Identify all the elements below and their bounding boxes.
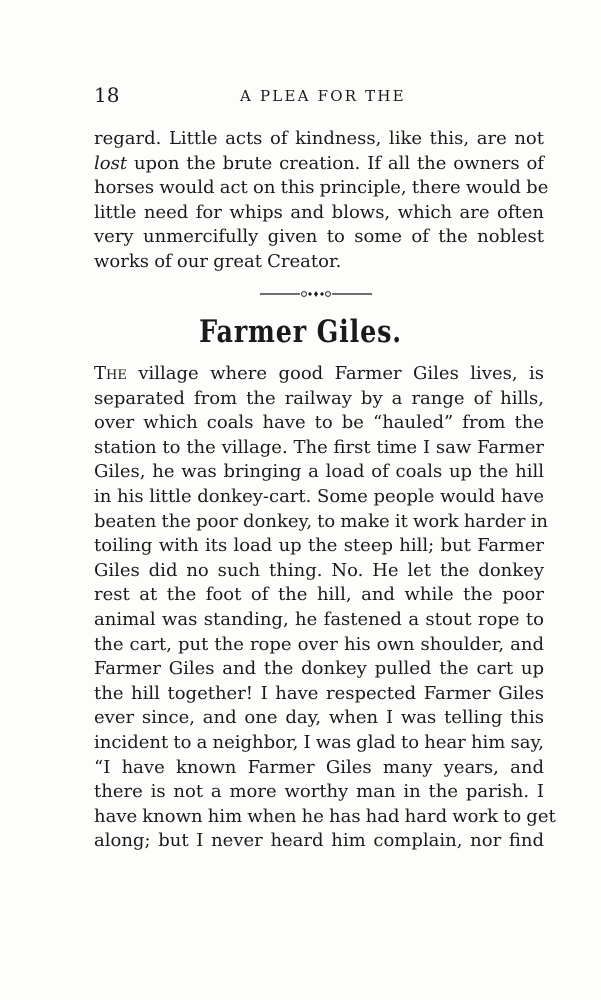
- text-line: rest at the foot of the hill, and while the poor: [94, 584, 544, 606]
- text-line: separated from the railway by a range of hills,: [94, 387, 544, 409]
- running-head: A PLEA FOR THE: [240, 87, 406, 105]
- text-line: beaten the poor donkey, to make it work harder in: [94, 510, 549, 532]
- text-line: ever since, and one day, when I was telling this: [94, 707, 544, 729]
- text-line: Giles, he was bringing a load of coals up the hill: [94, 461, 544, 483]
- text-line: the hill together! I have respected Farmer Giles: [94, 682, 544, 704]
- page-number: 18: [94, 83, 120, 107]
- text-line: [94, 152, 544, 177]
- text-line: Farmer Giles and the donkey pulled the cart up: [94, 658, 544, 680]
- text-line: toiling with its load up the steep hill; but Farmer: [94, 535, 544, 557]
- text-line: station to the village. The first time I saw Farmer: [94, 436, 544, 458]
- page-header: [94, 84, 544, 106]
- text-line: “I have known Farmer Giles many years, and: [94, 756, 544, 778]
- paragraph-body: [94, 362, 556, 854]
- text-line: have known him when he has had hard work to get: [94, 805, 556, 827]
- text-line: in his little donkey-cart. Some people would have: [94, 485, 544, 507]
- text-line: there is not a more worthy man in the parish. I: [94, 781, 544, 803]
- text-line: animal was standing, he fastened a stout rope to: [94, 608, 544, 630]
- text-line: very unmercifully given to some of the noblest: [94, 226, 544, 248]
- text-line: the cart, put the rope over his own shoulder, and: [94, 633, 544, 655]
- text-line: [94, 362, 544, 387]
- text-line: works of our great Creator.: [94, 250, 342, 272]
- paragraph-closing: [94, 127, 549, 275]
- text-line: incident to a neighbor, I was glad to hear him say,: [94, 731, 544, 753]
- section-divider-ornament: [260, 287, 372, 301]
- text-line: little need for whips and blows, which are often: [94, 201, 544, 223]
- text-line-rest: village where good Farmer Giles lives, is: [138, 363, 545, 384]
- text-line: Giles did no such thing. No. He let the donkey: [94, 559, 544, 581]
- text-line-rest: upon the brute creation. If all the owners of: [133, 152, 544, 174]
- emphasis-word: lost: [94, 152, 128, 174]
- text-line: over which coals have to be “hauled” from the: [94, 412, 544, 434]
- text-line: regard. Little acts of kindness, like this, are not: [94, 128, 544, 149]
- text-line: horses would act on this principle, there would be: [94, 177, 549, 199]
- first-word: The: [94, 363, 127, 384]
- text-line: along; but I never heard him complain, nor find: [94, 830, 544, 852]
- chapter-title: Farmer Giles.: [199, 314, 402, 350]
